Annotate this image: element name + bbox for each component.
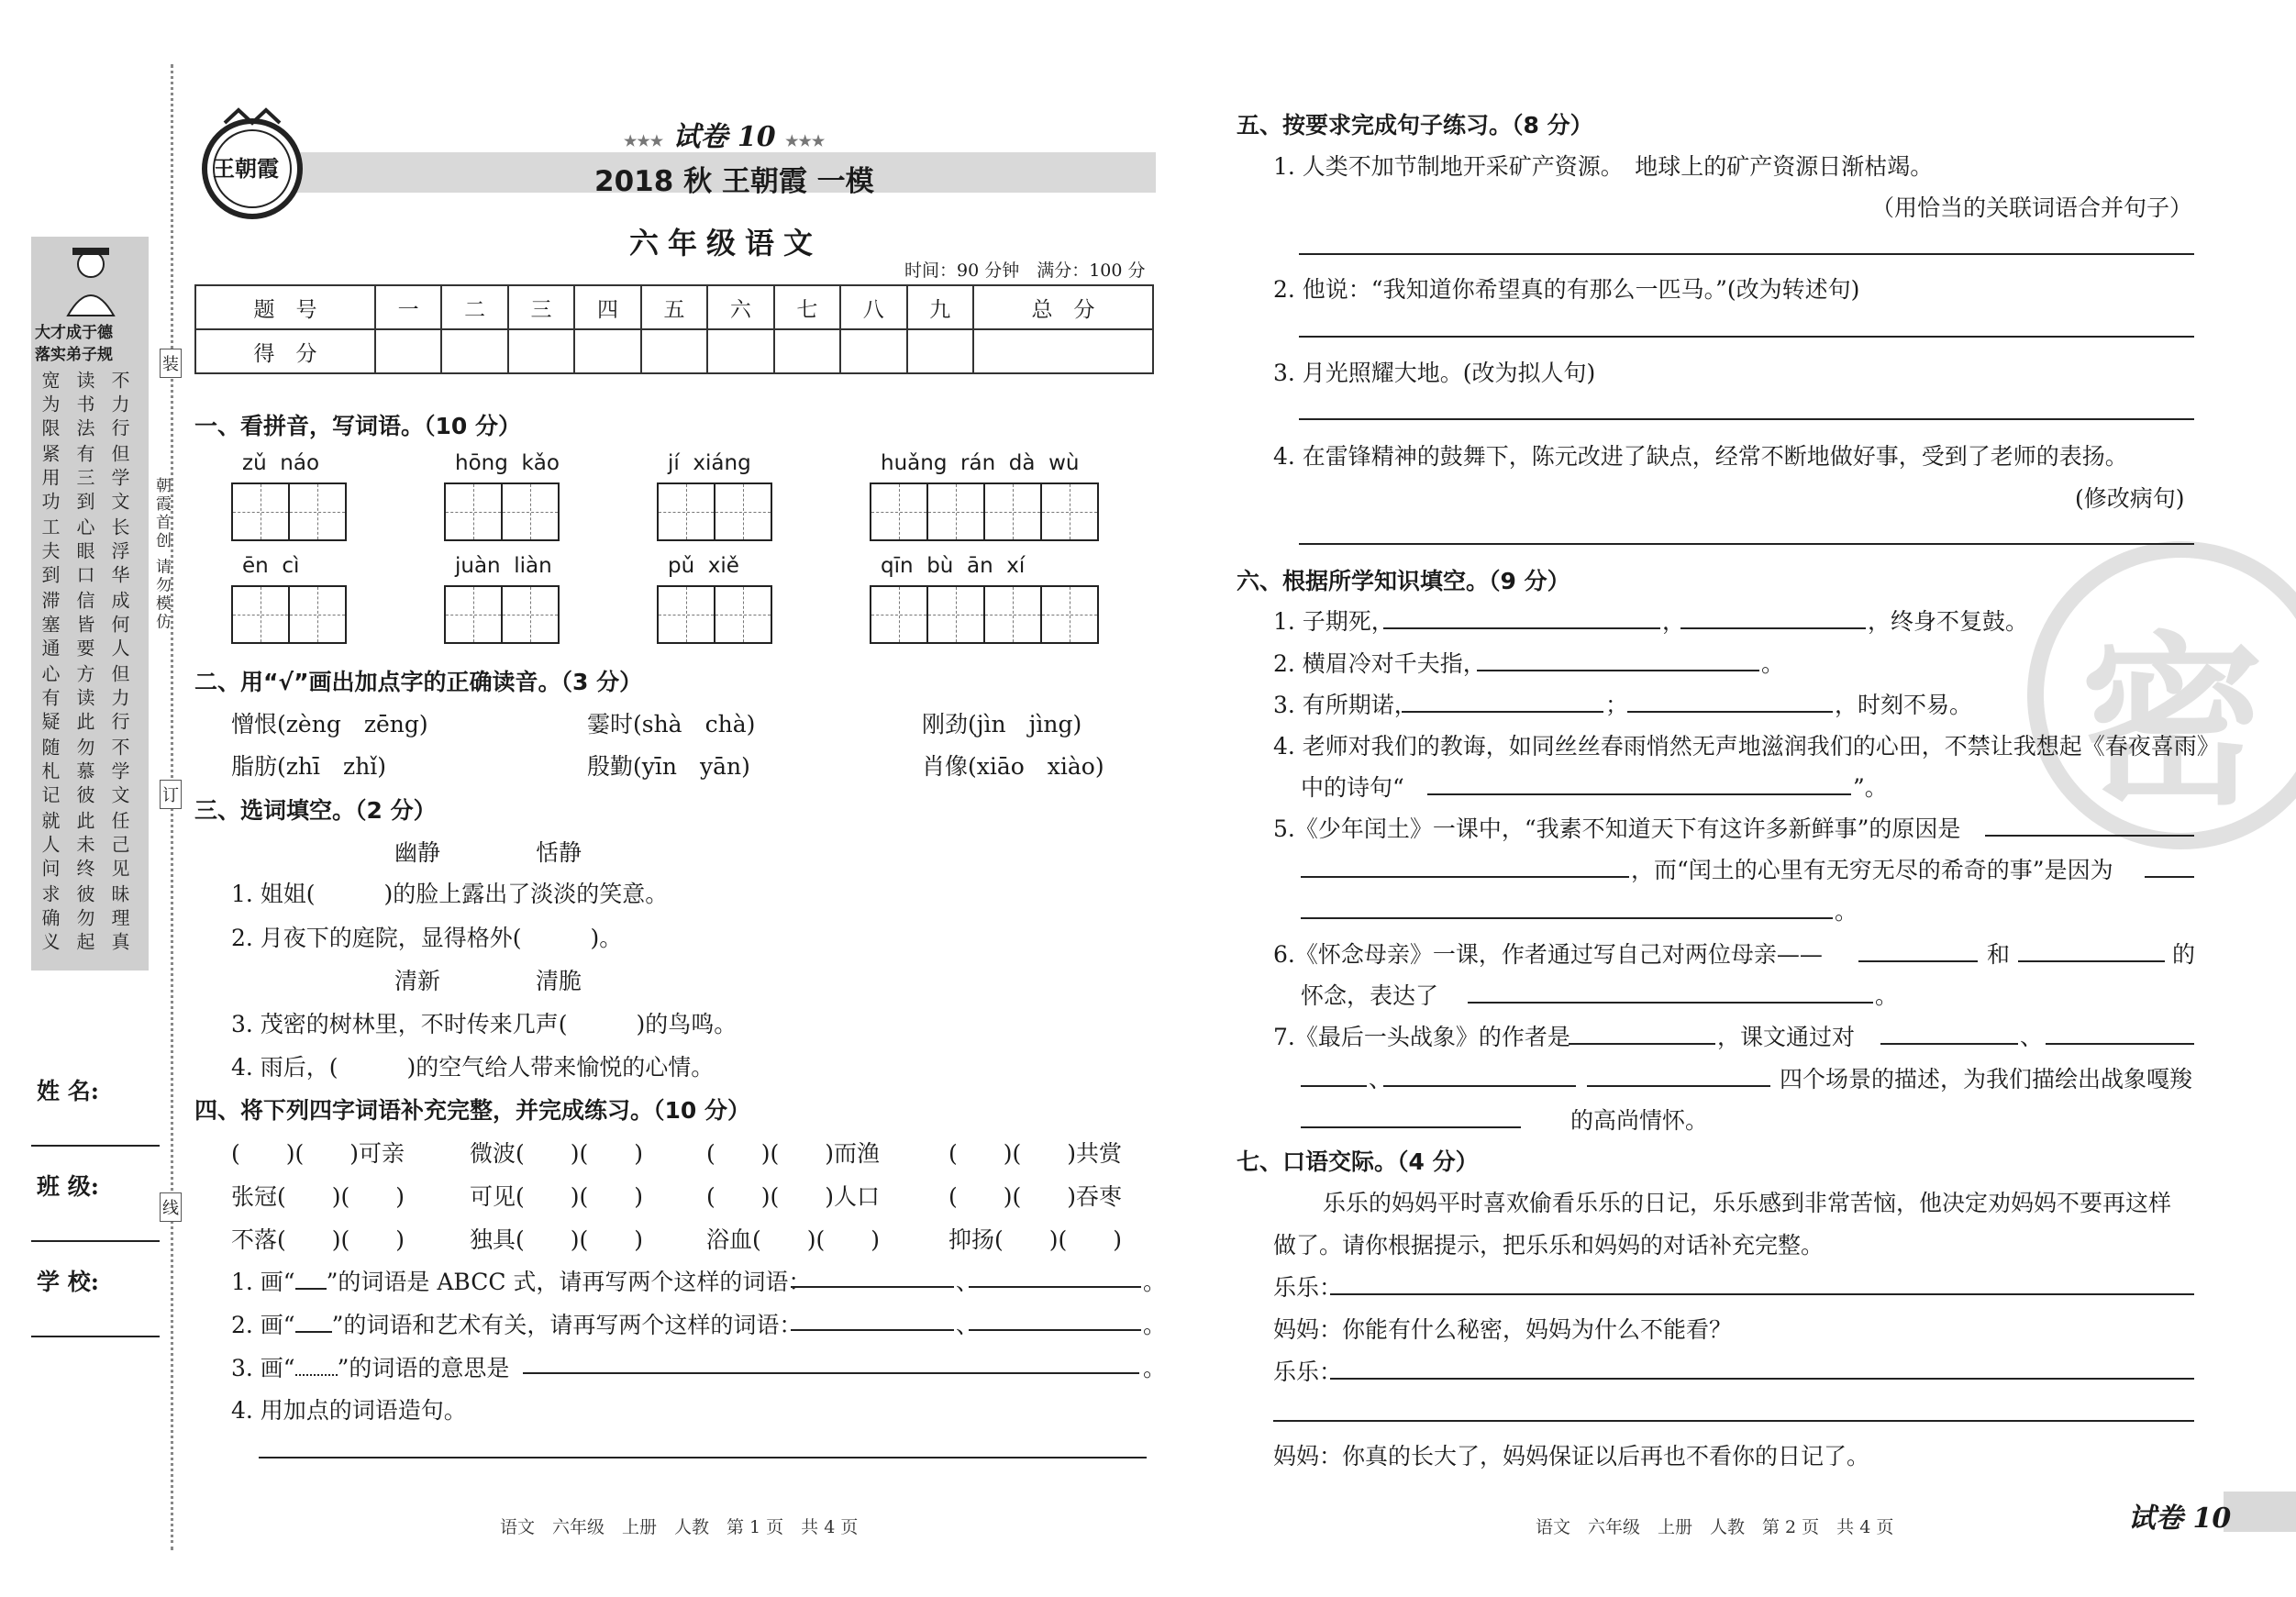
motto-column: 不学文 <box>108 738 130 809</box>
motto-column: 滞塞通 <box>39 591 61 662</box>
answer-line[interactable] <box>1383 627 1660 629</box>
corner-tab <box>2224 1492 2296 1532</box>
q6-text: 四个场景的描述，为我们描绘出战象嘎羧 <box>1780 1066 2193 1092</box>
answer-line[interactable] <box>1627 711 1833 713</box>
q4-sentence: 4. 用加点的词语造句。 <box>231 1397 467 1424</box>
class-label: 班 级: <box>37 1173 99 1200</box>
q6-text: ，时刻不易。 <box>1835 692 1973 718</box>
grid-cell[interactable] <box>288 482 347 541</box>
score-row-header <box>195 285 1153 329</box>
answer-line[interactable] <box>791 1286 954 1288</box>
stars-left: ★★★ <box>624 132 664 150</box>
idiom-item[interactable]: 独具( )( ) <box>470 1226 644 1253</box>
q6-text: 。 <box>1761 650 1785 677</box>
motto-column: 宽为限 <box>39 371 61 442</box>
motto-column: 心有疑 <box>39 664 61 736</box>
idiom-item[interactable]: ( )( )可亲 <box>231 1140 405 1167</box>
score-header-cell: 九 <box>907 285 973 329</box>
q4-line-3 <box>231 1350 509 1383</box>
q5-sentence: 1. 人类不加节制地开采矿产资源。 地球上的矿产资源日渐枯竭。 <box>1273 153 1934 180</box>
corner-tag: 试卷 10 <box>2128 1503 2232 1535</box>
idiom-item[interactable]: ( )( )人口 <box>706 1183 881 1210</box>
q4-text: ”的词语是 ABCC 式，请再写两个这样的词语： <box>326 1269 812 1295</box>
q6-text: ”。 <box>1853 774 1888 801</box>
section-heading: 三、选词填空。（2 分） <box>194 797 437 824</box>
fill-sentence[interactable]: 1. 姐姐( )的脸上露出了淡淡的笑意。 <box>231 881 669 907</box>
answer-line[interactable] <box>2018 960 2165 962</box>
motto-line: 大才成于德 <box>35 324 113 342</box>
grid-cell[interactable] <box>501 482 560 541</box>
brand-name: 王朝霞 <box>213 155 279 182</box>
motto-column: 读书法 <box>73 371 95 442</box>
q7-intro: 做了。请你根据提示，把乐乐和妈妈的对话补充完整。 <box>1273 1232 1825 1259</box>
q6-text: 3. 有所期诺， <box>1273 692 1417 718</box>
answer-line[interactable] <box>1880 1043 2018 1045</box>
writing-grid <box>870 585 1097 644</box>
q6-text: 的 <box>2172 941 2196 968</box>
grid-cell[interactable] <box>288 585 347 644</box>
score-header-cell: 二 <box>441 285 507 329</box>
q4-sep: 、 <box>956 1269 980 1295</box>
idiom-item[interactable]: ( )( )共赏 <box>948 1140 1123 1167</box>
grid-cell[interactable] <box>926 482 985 541</box>
score-header-cell: 六 <box>707 285 773 329</box>
answer-line[interactable] <box>1468 1002 1873 1004</box>
reading-item: 肖像(xiāo xiào) <box>922 753 1104 780</box>
answer-line[interactable] <box>791 1329 954 1331</box>
page-footer-right: 语文 六年级 上册 人教 第 2 页 共 4 页 <box>1536 1517 1894 1537</box>
dialog-line: 妈妈：你真的长大了，妈妈保证以后再也不看你的日记了。 <box>1273 1443 1870 1469</box>
answer-line[interactable] <box>2046 1043 2194 1045</box>
writing-grid <box>444 482 558 541</box>
writing-grid <box>444 585 558 644</box>
scholar-figure-icon <box>50 242 132 317</box>
answer-line[interactable] <box>969 1286 1141 1288</box>
answer-line[interactable] <box>1569 1043 1715 1045</box>
q6-text: 。 <box>1875 982 1899 1009</box>
word-choice: 恬静 <box>536 839 582 866</box>
motto-column: 长浮华 <box>108 517 130 589</box>
grid-cell[interactable] <box>657 585 715 644</box>
score-cell[interactable] <box>441 329 507 373</box>
idiom-item[interactable]: ( )( )而渔 <box>706 1140 881 1167</box>
pinyin-label: huǎng rán dà wù <box>881 451 1080 475</box>
grid-cell[interactable] <box>870 585 928 644</box>
seal-mark: 装 <box>160 349 182 378</box>
section-heading: 四、将下列四字词语补充完整，并完成练习。（10 分） <box>194 1097 750 1124</box>
answer-line[interactable] <box>1587 1085 1770 1087</box>
q5-sentence: 2. 他说：“我知道你希望真的有那么一匹马。”(改为转述句) <box>1273 276 1860 303</box>
q5-note: （用恰当的关联词语合并句子） <box>1871 194 2193 221</box>
answer-line[interactable] <box>1299 336 2194 338</box>
pinyin-label: juàn liàn <box>455 554 552 578</box>
answer-line[interactable] <box>1299 543 2194 545</box>
motto-column: 紧用功 <box>39 444 61 516</box>
pinyin-label: qīn bù ān xí <box>881 554 1026 578</box>
q6-text: 的高尚情怀。 <box>1570 1107 1709 1134</box>
motto-column: 勿慕彼 <box>73 738 95 809</box>
motto-line: 落实弟子规 <box>35 346 113 364</box>
q6-text: ； <box>1605 692 1629 718</box>
paper-no: 试卷 10 <box>672 121 776 153</box>
motto-column: 就人问 <box>39 811 61 882</box>
grid-cell[interactable] <box>444 585 503 644</box>
answer-line[interactable] <box>259 1457 1147 1458</box>
writing-grid <box>231 585 345 644</box>
q6-text: ， <box>1662 608 1686 635</box>
answer-line[interactable] <box>1680 627 1866 629</box>
q6-text: 1. 子期死， <box>1273 608 1394 635</box>
reading-item: 脂肪(zhī zhǐ) <box>231 753 387 780</box>
reading-item: 憎恨(zèng zēng) <box>231 711 428 738</box>
section-heading: 二、用“√”画出加点字的正确读音。（3 分） <box>194 669 643 695</box>
grid-cell[interactable] <box>926 585 985 644</box>
section-heading: 一、看拼音，写词语。（10 分） <box>194 413 521 439</box>
answer-line[interactable] <box>523 1372 1139 1374</box>
answer-line[interactable] <box>1301 917 1833 919</box>
writing-grid <box>657 482 771 541</box>
motto-column: 有三到 <box>73 444 95 516</box>
writing-grid <box>657 585 771 644</box>
grid-cell[interactable] <box>231 585 290 644</box>
idiom-item[interactable]: 浴血( )( ) <box>706 1226 881 1253</box>
q6-text: 2. 横眉冷对千夫指， <box>1273 650 1486 677</box>
answer-line[interactable] <box>969 1329 1141 1331</box>
motto-column: 昧理真 <box>108 884 130 956</box>
score-cell[interactable] <box>907 329 973 373</box>
score-header-cell: 四 <box>574 285 640 329</box>
score-row-blank <box>195 329 1153 373</box>
answer-line[interactable] <box>1858 960 1978 962</box>
score-header-cell: 七 <box>774 285 840 329</box>
q5-sentence: 4. 在雷锋精神的鼓舞下，陈元改进了缺点，经常不断地做好事，受到了老师的表扬。 <box>1273 443 2128 470</box>
q5-note: (修改病句) <box>2075 485 2185 512</box>
grid-cell[interactable] <box>231 482 290 541</box>
writing-grid <box>231 482 345 541</box>
grid-cell[interactable] <box>501 585 560 644</box>
grid-cell[interactable] <box>870 482 928 541</box>
name-field[interactable] <box>31 1145 160 1147</box>
exam-subtitle: 2018 秋 王朝霞 一模 <box>594 165 874 198</box>
grid-cell[interactable] <box>1040 585 1099 644</box>
answer-line[interactable] <box>1985 835 2194 837</box>
q4-text: ”的词语的意思是 <box>337 1355 510 1381</box>
motto-column: 不力行 <box>108 371 130 442</box>
grid-cell[interactable] <box>444 482 503 541</box>
dialog-line: 乐乐： <box>1273 1359 1343 1385</box>
answer-line[interactable] <box>2145 876 2194 878</box>
q6-text: 、 <box>2020 1024 2044 1050</box>
class-field[interactable] <box>31 1240 160 1242</box>
pinyin-label: ēn cì <box>242 554 300 578</box>
section-heading: 七、口语交际。（4 分） <box>1237 1148 1479 1175</box>
answer-line[interactable] <box>1299 253 2194 255</box>
q6-text: 7.《最后一头战象》的作者是 <box>1273 1024 1570 1050</box>
reading-item: 霎时(shà chà) <box>587 711 756 738</box>
score-cell[interactable] <box>574 329 640 373</box>
q6-text: 6.《怀念母亲》一课，作者通过写自己对两位母亲—— <box>1273 941 1823 968</box>
score-cell[interactable] <box>375 329 441 373</box>
motto-column: 随札记 <box>39 738 61 809</box>
idiom-item[interactable]: 不落( )( ) <box>231 1226 405 1253</box>
answer-line[interactable] <box>1330 1378 2194 1380</box>
pinyin-label: pǔ xiě <box>668 554 739 578</box>
q6-text: ，而“闰土的心里有无穷无尽的希奇的事”是因为 <box>1631 857 2113 883</box>
q4-line-1 <box>231 1264 811 1297</box>
score-row-label: 得 分 <box>195 329 375 373</box>
q4-sep: 、 <box>956 1312 980 1338</box>
score-header-cell: 一 <box>375 285 441 329</box>
q4-text: 2. 画“ <box>231 1312 295 1338</box>
answer-line[interactable] <box>1402 711 1603 713</box>
q6-text: 和 <box>1987 941 2011 968</box>
time-info: 时间：90 分钟 满分：100 分 <box>904 261 1146 281</box>
q4-end: 。 <box>1143 1312 1167 1338</box>
q4-end: 。 <box>1143 1269 1167 1295</box>
page-footer-left: 语文 六年级 上册 人教 第 1 页 共 4 页 <box>500 1517 859 1537</box>
school-field[interactable] <box>31 1336 160 1337</box>
side-text: 朝霞首创 请勿模仿 <box>152 477 171 632</box>
answer-line[interactable] <box>1301 1085 1367 1087</box>
score-cell[interactable] <box>641 329 707 373</box>
page-title: 六年级语文 <box>629 226 823 261</box>
motto-column: 工夫到 <box>39 517 61 589</box>
seal-mark: 线 <box>160 1192 182 1222</box>
q6-text: 怀念，表达了 <box>1301 982 1439 1009</box>
idiom-item[interactable]: 微波( )( ) <box>470 1140 644 1167</box>
score-table <box>194 284 1154 374</box>
pinyin-label: hōng kǎo <box>455 451 560 475</box>
score-header-cell: 题 号 <box>195 285 375 329</box>
idiom-item[interactable]: 张冠( )( ) <box>231 1183 405 1210</box>
grid-cell[interactable] <box>714 482 772 541</box>
dialog-line: 乐乐： <box>1273 1274 1343 1301</box>
motto-column: 方读此 <box>73 664 95 736</box>
score-header-cell: 八 <box>840 285 906 329</box>
school-label: 学 校: <box>37 1269 99 1295</box>
seal-mark: 订 <box>160 780 182 809</box>
stars-right: ★★★ <box>785 132 826 150</box>
motto-column: 但学文 <box>108 444 130 516</box>
fill-sentence[interactable]: 3. 茂密的树林里，不时传来几声( )的鸟鸣。 <box>231 1011 738 1037</box>
score-cell[interactable] <box>707 329 773 373</box>
q4-text: 3. 画“ <box>231 1355 295 1381</box>
word-choice: 清新 <box>394 968 441 994</box>
answer-line[interactable] <box>1330 1293 2194 1295</box>
motto-column: 心眼口 <box>73 517 95 589</box>
motto-column: 求确义 <box>39 884 61 956</box>
q5-sentence: 3. 月光照耀大地。(改为拟人句) <box>1273 360 1596 386</box>
confidential-stamp <box>2027 541 2296 849</box>
q6-text: ，课文通过对 <box>1717 1024 1856 1050</box>
q4-text: ”的词语和艺术有关，请再写两个这样的词语： <box>331 1312 803 1338</box>
motto-strip <box>31 237 149 970</box>
idiom-item[interactable]: 可见( )( ) <box>470 1183 644 1210</box>
score-header-cell: 三 <box>508 285 574 329</box>
answer-line[interactable] <box>1301 1126 1521 1128</box>
dialog-line: 妈妈：你能有什么秘密，妈妈为什么不能看？ <box>1273 1316 1733 1343</box>
score-header-cell: 五 <box>641 285 707 329</box>
score-cell[interactable] <box>774 329 840 373</box>
writing-grid <box>870 482 1097 541</box>
q4-text: 1. 画“ <box>231 1269 295 1295</box>
score-cell[interactable] <box>840 329 906 373</box>
grid-cell[interactable] <box>657 482 715 541</box>
grid-cell[interactable] <box>1040 482 1099 541</box>
fill-sentence[interactable]: 2. 月夜下的庭院，显得格外( )。 <box>231 925 623 951</box>
reading-item: 刚劲(jìn jìng) <box>922 711 1082 738</box>
q4-end: 。 <box>1143 1355 1167 1381</box>
q6-text: 中的诗句“ <box>1301 774 1404 801</box>
motto-column: 彼勿起 <box>73 884 95 956</box>
answer-line[interactable] <box>1427 793 1851 795</box>
pinyin-label: jí xiáng <box>668 451 751 475</box>
idiom-item[interactable]: 抑扬( )( ) <box>948 1226 1123 1253</box>
paper-number <box>624 114 825 154</box>
motto-column: 任己见 <box>108 811 130 882</box>
q6-text: 、 <box>1369 1066 1392 1092</box>
q6-text: 。 <box>1835 898 1858 925</box>
pinyin-label: zǔ náo <box>242 451 320 475</box>
score-cell[interactable] <box>508 329 574 373</box>
q6-text: 5.《少年闰土》一课中，“我素不知道天下有这许多新鲜事”的原因是 <box>1273 815 1961 842</box>
answer-line[interactable] <box>1301 876 1629 878</box>
motto-column: 成何人 <box>108 591 130 662</box>
fill-sentence[interactable]: 4. 雨后，( )的空气给人带来愉悦的心情。 <box>231 1054 715 1081</box>
answer-line[interactable] <box>1299 418 2194 420</box>
answer-line[interactable] <box>1477 670 1759 671</box>
word-choice: 幽静 <box>394 839 441 866</box>
q4-line-2 <box>231 1307 802 1340</box>
section-heading: 五、按要求完成句子练习。（8 分） <box>1237 112 1593 139</box>
word-choice: 清脆 <box>536 968 582 994</box>
motto-column: 信皆要 <box>73 591 95 662</box>
reading-item: 殷勤(yīn yān) <box>587 753 750 780</box>
score-header-cell: 总 分 <box>973 285 1153 329</box>
name-label: 姓 名: <box>37 1078 99 1104</box>
q7-intro: 乐乐的妈妈平时喜欢偷看乐乐的日记，乐乐感到非常苦恼，他决定劝妈妈不要再这样 <box>1323 1190 2172 1216</box>
motto-column: 此未终 <box>73 811 95 882</box>
idiom-item[interactable]: ( )( )吞枣 <box>948 1183 1123 1210</box>
stamp-glyph: 密 <box>2080 615 2265 830</box>
grid-cell[interactable] <box>983 482 1042 541</box>
motto-column: 但力行 <box>108 664 130 736</box>
q6-text: 4. 老师对我们的教诲，如同丝丝春雨悄然无声地滋润我们的心田，不禁让我想起《春夜喜雨》 <box>1273 733 2220 760</box>
q6-text: ，终身不复鼓。 <box>1868 608 2029 635</box>
grid-cell[interactable] <box>983 585 1042 644</box>
answer-line[interactable] <box>1383 1085 1576 1087</box>
answer-line[interactable] <box>1273 1420 2194 1422</box>
grid-cell[interactable] <box>714 585 772 644</box>
score-cell[interactable] <box>973 329 1153 373</box>
section-heading: 六、根据所学知识填空。（9 分） <box>1237 568 1570 594</box>
